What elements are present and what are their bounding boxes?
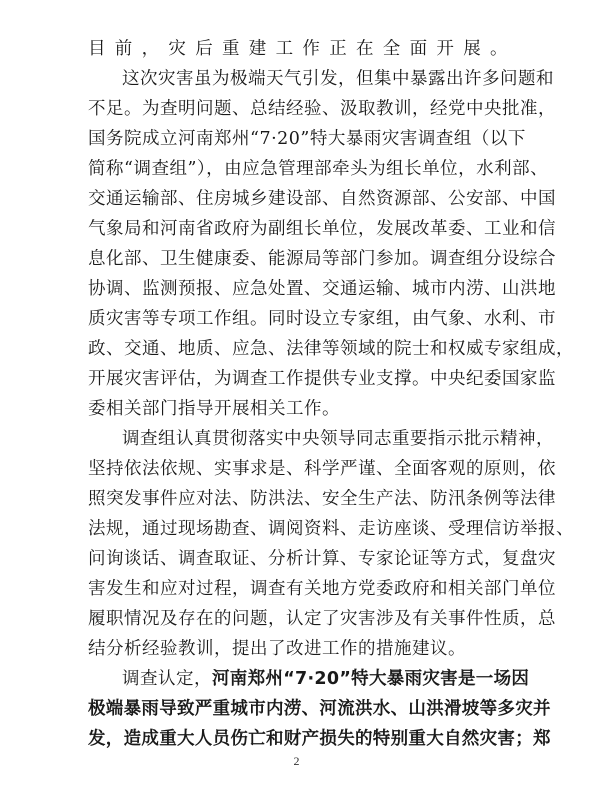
text-line: 委相关部门指导开展相关工作。	[88, 399, 340, 419]
final-paragraph-first-line	[122, 664, 530, 694]
text-line: 害发生和应对过程，调查有关地方党委政府和相关部门单位	[88, 579, 556, 599]
text-line: 交通运输部、住房城乡建设部、自然资源部、公安部、中国	[88, 189, 556, 209]
page-number: 2	[293, 754, 300, 768]
text-line: 照突发事件应对法、防洪法、安全生产法、防汛条例等法律	[88, 489, 556, 509]
text-line: 问询谈话、调查取证、分析计算、专家论证等方式，复盘灾	[88, 549, 556, 569]
text-line: 调查组认真贯彻落实中央领导同志重要指示批示精神，	[122, 429, 554, 449]
text-line: 履职情况及存在的问题，认定了灾害涉及有关事件性质，总	[88, 609, 556, 629]
text-line: 目前，灾后重建工作正在全面开展。	[88, 39, 508, 59]
text-line: 结分析经验教训，提出了改进工作的措施建议。	[88, 639, 466, 659]
text-line: 政、交通、地质、应急、法律等领域的院士和权威专家组成，	[88, 339, 574, 359]
text-line: 这次灾害虽为极端天气引发，但集中暴露出许多问题和	[122, 69, 554, 89]
text-line: 气象局和河南省政府为副组长单位，发展改革委、工业和信	[88, 219, 556, 239]
text-line: 坚持依法依规、实事求是、科学严谨、全面客观的原则，依	[88, 459, 556, 479]
text-line: 开展灾害评估，为调查工作提供专业支撑。中央纪委国家监	[88, 369, 556, 389]
text-line: 法规，通过现场勘查、调阅资料、走访座谈、受理信访举报、	[88, 519, 574, 539]
final-paragraph-bold-start: 河南郑州“7·20”特大暴雨灾害是一场因	[212, 669, 530, 689]
bold-text-line: 极端暴雨导致严重城市内涝、河流洪水、山洪滑坡等多灾并	[88, 699, 551, 719]
bold-text-line: 发，造成重大人员伤亡和财产损失的特别重大自然灾害；郑	[88, 729, 551, 749]
text-line: 不足。为查明问题、总结经验、汲取教训，经党中央批准，	[88, 99, 556, 119]
final-paragraph-lead: 调查认定，	[122, 669, 212, 689]
text-line: 质灾害等专项工作组。同时设立专家组，由气象、水利、市	[88, 309, 556, 329]
text-line: 协调、监测预报、应急处置、交通运输、城市内涝、山洪地	[88, 279, 556, 299]
text-line: 国务院成立河南郑州“7·20”特大暴雨灾害调查组（以下	[88, 129, 526, 149]
text-line: 息化部、卫生健康委、能源局等部门参加。调查组分设综合	[88, 249, 556, 269]
text-line: 简称“调查组”），由应急管理部牵头为组长单位，水利部、	[88, 159, 549, 179]
